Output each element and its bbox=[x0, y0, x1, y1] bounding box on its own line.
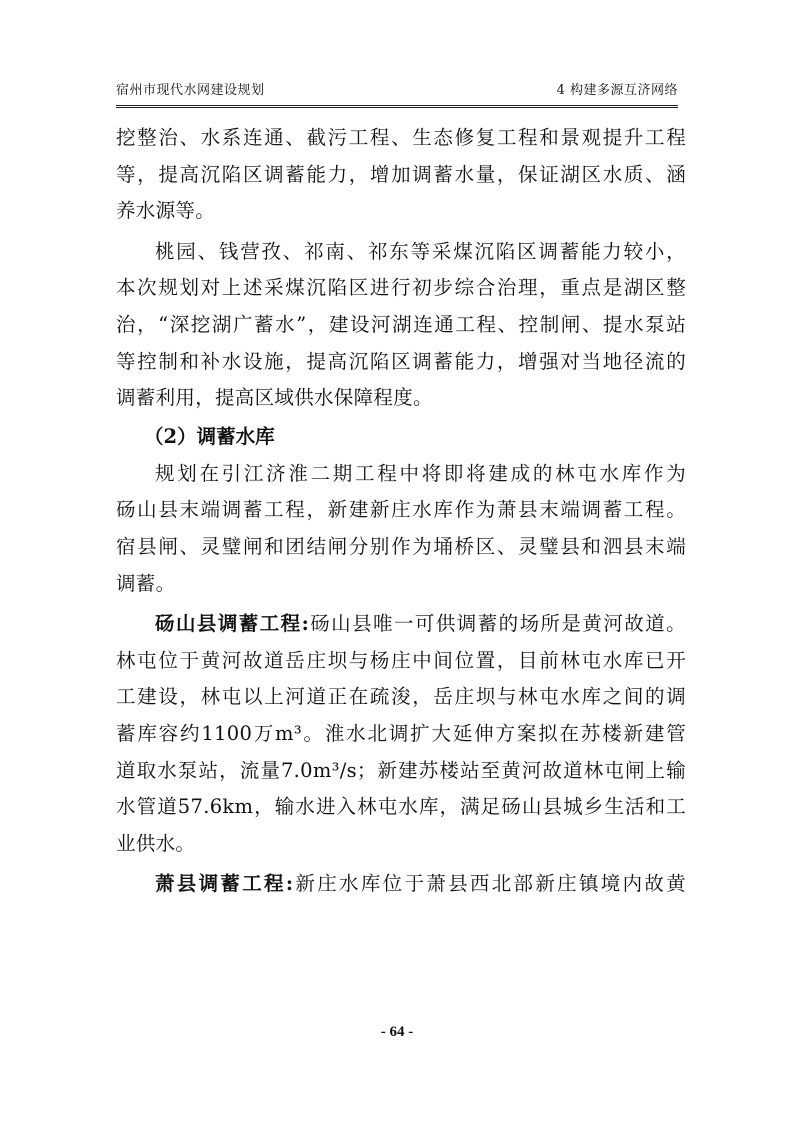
page-number: - 64 - bbox=[380, 1024, 414, 1040]
text-line: 蓄库容约1100万m³。淮水北调扩大延伸方案拟在苏楼新建管 bbox=[116, 721, 686, 745]
dangshan-first-line: 砀山县唯一可供调蓄的场所是黄河故道。 bbox=[309, 612, 686, 636]
text-line bbox=[116, 866, 686, 903]
xiaoxian-label: 萧县调蓄工程: bbox=[155, 872, 294, 896]
paragraph-subsidence-treatment bbox=[116, 120, 686, 230]
text-line: 砀山县末端调蓄工程，新建新庄水库作为萧县末端调蓄工程。 bbox=[116, 498, 686, 522]
text-line bbox=[116, 606, 686, 643]
text-line: 道取水泵站，流量7.0m³/s；新建苏楼站至黄河故道林屯闸上输 bbox=[116, 758, 686, 782]
header-document-title: 宿州市现代水网建设规划 bbox=[116, 83, 265, 98]
text-line: 工建设，林屯以上河道正在疏浚，岳庄坝与林屯水库之间的调 bbox=[116, 685, 686, 709]
header-chapter-title: 4 构建多源互济网络 bbox=[556, 83, 678, 98]
text-line: 养水源等。 bbox=[116, 199, 216, 223]
page-body bbox=[116, 120, 686, 903]
paragraph-dangshan-project bbox=[116, 606, 686, 862]
text-line: 调蓄。 bbox=[116, 571, 176, 595]
paragraph-coal-subsidence bbox=[116, 234, 686, 417]
text-line: 宿县闸、灵璧闸和团结闸分别作为埇桥区、灵璧县和泗县末端 bbox=[116, 534, 686, 558]
text-line: 本次规划对上述采煤沉陷区进行初步综合治理，重点是湖区整 bbox=[116, 276, 686, 300]
text-line: 调蓄利用，提高区域供水保障程度。 bbox=[116, 386, 433, 410]
text-line: 水管道57.6km，输水进入林屯水库，满足砀山县城乡生活和工 bbox=[116, 795, 686, 819]
text-line: 业供水。 bbox=[116, 831, 196, 855]
header-divider bbox=[116, 105, 678, 108]
text-line: 等控制和补水设施，提高沉陷区调蓄能力，增强对当地径流的 bbox=[116, 349, 686, 373]
text-line: 桃园、钱营孜、祁南、祁东等采煤沉陷区调蓄能力较小， bbox=[155, 239, 686, 263]
paragraph-reservoir-plan bbox=[116, 456, 686, 602]
text-line: 规划在引江济淮二期工程中将即将建成的林屯水库作为 bbox=[155, 461, 686, 485]
text-line: 挖整治、水系连通、截污工程、生态修复工程和景观提升工程 bbox=[116, 126, 686, 149]
xiaoxian-first-line: 新庄水库位于萧县西北部新庄镇境内故黄 bbox=[293, 872, 686, 896]
running-header bbox=[116, 80, 678, 102]
text-line: 等，提高沉陷区调蓄能力，增加调蓄水量，保证湖区水质、涵 bbox=[116, 162, 686, 186]
text-line: 治，“深挖湖广蓄水”，建设河湖连通工程、控制闸、提水泵站 bbox=[116, 312, 686, 336]
paragraph-xiaoxian-project bbox=[116, 866, 686, 903]
text-line: 林屯位于黄河故道岳庄坝与杨庄中间位置，目前林屯水库已开 bbox=[116, 648, 686, 672]
dangshan-label: 砀山县调蓄工程: bbox=[155, 612, 310, 636]
section-heading-reservoirs: （2）调蓄水库 bbox=[144, 424, 275, 448]
